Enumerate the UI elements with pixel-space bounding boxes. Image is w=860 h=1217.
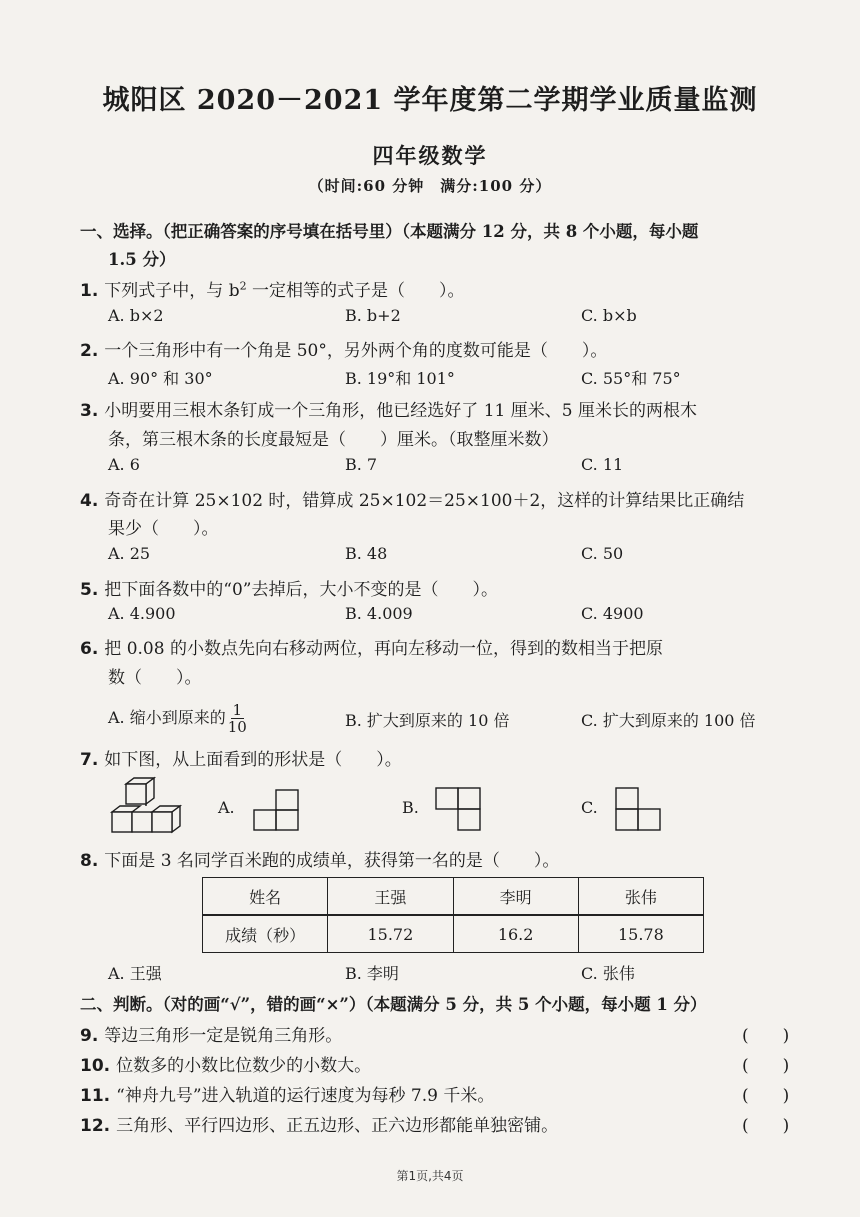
cube-stack-figure [104, 776, 186, 834]
question-9 [80, 1021, 342, 1046]
question-text: 一个三角形中有一个角是 50°，另外两个角的度数可能是（ ）。 [104, 341, 608, 361]
option-b: B. 4.009 [345, 604, 413, 623]
question-text: 如下图，从上面看到的形状是（ ）。 [104, 750, 402, 770]
section1-heading-cont: 1.5 分） [108, 250, 176, 269]
answer-parentheses: ( ) [742, 1086, 790, 1106]
exam-subtitle: 四年级数学 [372, 143, 488, 168]
answer-parentheses: ( ) [742, 1026, 790, 1046]
option-c: C. 55°和 75° [581, 369, 681, 388]
question-text: 把下面各数中的“0”去掉后，大小不变的是（ ）。 [104, 580, 498, 600]
question-10 [80, 1051, 371, 1076]
option-c: C. 4900 [581, 604, 644, 623]
question-text: 把 0.08 的小数点先向右移动两位，再向左移动一位，得到的数相当于把原 [104, 639, 663, 659]
question-12 [80, 1111, 558, 1136]
option-a: A. [218, 798, 235, 817]
question-number: 1. [80, 281, 99, 301]
top-view-shape-c [614, 786, 662, 832]
question-number: 8. [80, 851, 99, 871]
answer-parentheses: ( ) [742, 1056, 790, 1076]
question-number: 6. [80, 639, 99, 659]
question-5 [80, 575, 498, 600]
fraction [228, 702, 247, 735]
question-text: 下列式子中，与 b [104, 281, 240, 301]
option-b: B. 48 [345, 544, 388, 563]
score-table [202, 877, 704, 953]
top-view-shape-b [434, 786, 482, 832]
question-text: 小明要用三根木条钉成一个三角形，他已经选好了 11 厘米、5 厘米长的两根木 [104, 401, 697, 421]
question-4 [80, 486, 744, 511]
option-a [108, 702, 247, 735]
question-number: 4. [80, 491, 99, 511]
option-c: C. 扩大到原来的 100 倍 [581, 711, 756, 730]
question-number: 9. [80, 1026, 99, 1046]
table-header-cell: 张伟 [578, 878, 703, 916]
table-row [203, 915, 704, 953]
fraction-numerator: 1 [232, 701, 243, 719]
option-a: A. 25 [108, 544, 151, 563]
option-a: A. 6 [108, 455, 140, 474]
table-header-cell: 王强 [328, 878, 453, 916]
option-a: A. 王强 [108, 964, 162, 983]
question-6 [80, 634, 663, 659]
question-3 [80, 396, 697, 421]
option-c: C. 50 [581, 544, 624, 563]
question-2 [80, 336, 607, 361]
option-c: C. 张伟 [581, 964, 635, 983]
question-number: 3. [80, 401, 99, 421]
option-b: B. 19°和 101° [345, 369, 455, 388]
section1-heading: 一、选择。（把正确答案的序号填在括号里）（本题满分 12 分，共 8 个小题，每小题 [80, 222, 699, 241]
question-text: 三角形、平行四边形、正五边形、正六边形都能单独密铺。 [116, 1116, 559, 1136]
table-cell: 成绩（秒） [203, 915, 328, 953]
option-a-text: A. 缩小到原来的 [108, 708, 226, 727]
question-text: 下面是 3 名同学百米跑的成绩单，获得第一名的是（ ）。 [104, 851, 560, 871]
option-b: B. [402, 798, 419, 817]
option-c: C. 11 [581, 455, 624, 474]
table-header-cell: 李明 [453, 878, 578, 916]
option-c: C. b×b [581, 306, 637, 325]
option-c: C. [581, 798, 598, 817]
question-6-cont: 数（ ）。 [108, 668, 202, 688]
question-number: 7. [80, 750, 99, 770]
option-b: B. b+2 [345, 306, 401, 325]
question-text: 位数多的小数比位数少的小数大。 [116, 1056, 372, 1076]
question-number: 11. [80, 1086, 111, 1106]
option-a: A. b×2 [108, 306, 164, 325]
section2-heading: 二、判断。（对的画“√”，错的画“×”）（本题满分 5 分，共 5 个小题，每小题 1 分） [80, 995, 707, 1014]
option-b: B. 扩大到原来的 10 倍 [345, 711, 510, 730]
superscript: 2 [239, 279, 247, 293]
option-a: A. 90° 和 30° [108, 369, 213, 388]
option-b: B. 7 [345, 455, 378, 474]
table-cell: 15.72 [328, 915, 453, 953]
option-b: B. 李明 [345, 964, 399, 983]
question-text: “神舟九号”进入轨道的运行速度为每秒 7.9 千米。 [116, 1086, 495, 1106]
table-header-row [203, 878, 704, 916]
fraction-denominator: 10 [227, 718, 247, 736]
option-a: A. 4.900 [108, 604, 176, 623]
table-header-cell: 姓名 [203, 878, 328, 916]
top-view-shape-a [252, 788, 300, 832]
question-7 [80, 745, 402, 770]
question-text-end: 一定相等的式子是（ ）。 [246, 281, 465, 301]
question-3-cont: 条，第三根木条的长度最短是（ ）厘米。（取整厘米数） [108, 430, 559, 450]
question-11 [80, 1081, 494, 1106]
question-number: 2. [80, 341, 99, 361]
page-footer: 第1页,共4页 [396, 1169, 464, 1183]
question-number: 5. [80, 580, 99, 600]
question-8 [80, 846, 559, 871]
question-text: 等边三角形一定是锐角三角形。 [104, 1026, 343, 1046]
table-cell: 16.2 [453, 915, 578, 953]
question-number: 10. [80, 1056, 111, 1076]
question-number: 12. [80, 1116, 111, 1136]
exam-title: 城阳区 2020－2021 学年度第二学期学业质量监测 [102, 85, 758, 116]
question-1 [80, 276, 465, 301]
table-cell: 15.78 [578, 915, 703, 953]
time-info: （时间:60 分钟 满分:100 分） [308, 177, 552, 195]
answer-parentheses: ( ) [742, 1116, 790, 1136]
question-4-cont: 果少（ ）。 [108, 519, 219, 539]
question-text: 奇奇在计算 25×102 时，错算成 25×102＝25×100＋2，这样的计算结果比正确结 [104, 491, 745, 511]
